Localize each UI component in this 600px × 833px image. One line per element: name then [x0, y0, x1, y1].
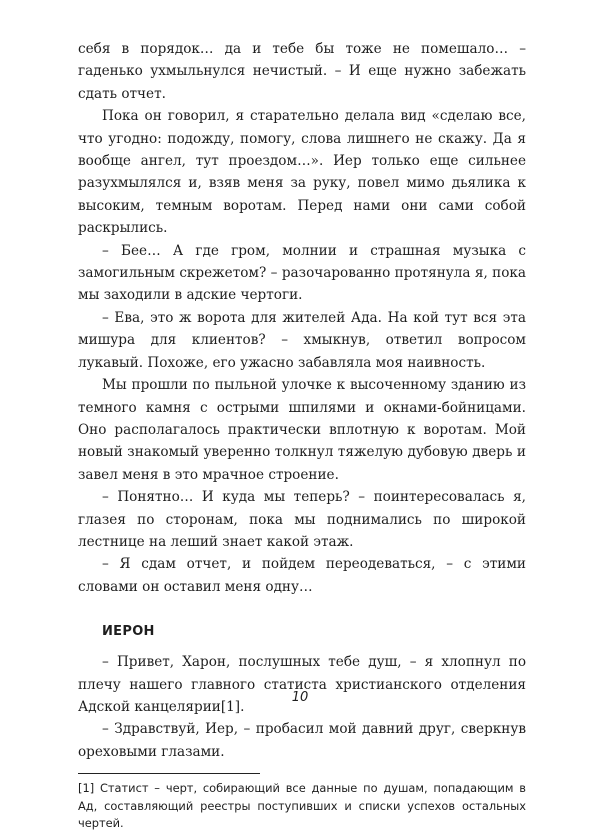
paragraph: Пока он говорил, я старательно делала вид «сделаю все, что угодно: подожду, помогу, слова лишнего не скажу. Да я вообще ангел, тут проездом…». Иер только еще сильнее разухмылялся и, взяв меня за руку, повел мимо дьялика к высоким, темным воротам. Перед нами они сами собой раскрылись. — [78, 108, 526, 237]
page-number: 10 — [291, 690, 309, 705]
section-paragraph: – Привет, Харон, послушных тебе душ, – я хлопнул по плечу нашего главного статиста христианского отделения Адской канцелярии[1]. — [78, 654, 526, 715]
paragraph-continuation: себя в порядок… да и тебе бы тоже не помешало… – гаденько ухмыльнулся нечистый. – И еще нужно забежать сдать отчет. — [78, 41, 526, 102]
paragraph: Мы прошли по пыльной улочке к высоченному зданию из темного камня с острыми шпилями и окнами-бойницами. Оно располагалось практически вплотную к воротам. Мой новый знакомый уверенно толкнул тяжелую дубовую дверь и завел меня в это мрачное строение. — [78, 377, 526, 483]
footnote: [1] Статист – черт, собирающий все данные по душам, попадающим в Ад, составляющий реестры поступивших и списки успехов остальных чертей. — [78, 781, 526, 831]
paragraph: – Понятно… И куда мы теперь? – поинтересовалась я, глазея по сторонам, пока мы поднимались по широкой лестнице на леший знает какой этаж. — [78, 489, 526, 550]
book-page — [78, 38, 526, 833]
footnote-divider — [78, 773, 260, 774]
paragraph: – Я сдам отчет, и пойдем переодеваться, – с этими словами он оставил меня одну… — [78, 556, 526, 595]
paragraph: – Бее… А где гром, молнии и страшная музыка с замогильным скрежетом? – разочарованно протянула я, пока мы заходили в адские чертоги. — [78, 242, 526, 304]
paragraph: – Ева, это ж ворота для жителей Ада. На кой тут вся эта мишура для клиентов? – хмыкнув, ответил вопросом лукавый. Похоже, его ужасно забавляла моя наивность. — [78, 309, 526, 371]
section-paragraph: – Здравствуй, Иер, – пробасил мой давний друг, сверкнув ореховыми глазами. — [78, 721, 526, 760]
section-heading: ИЕРОН — [102, 624, 155, 640]
